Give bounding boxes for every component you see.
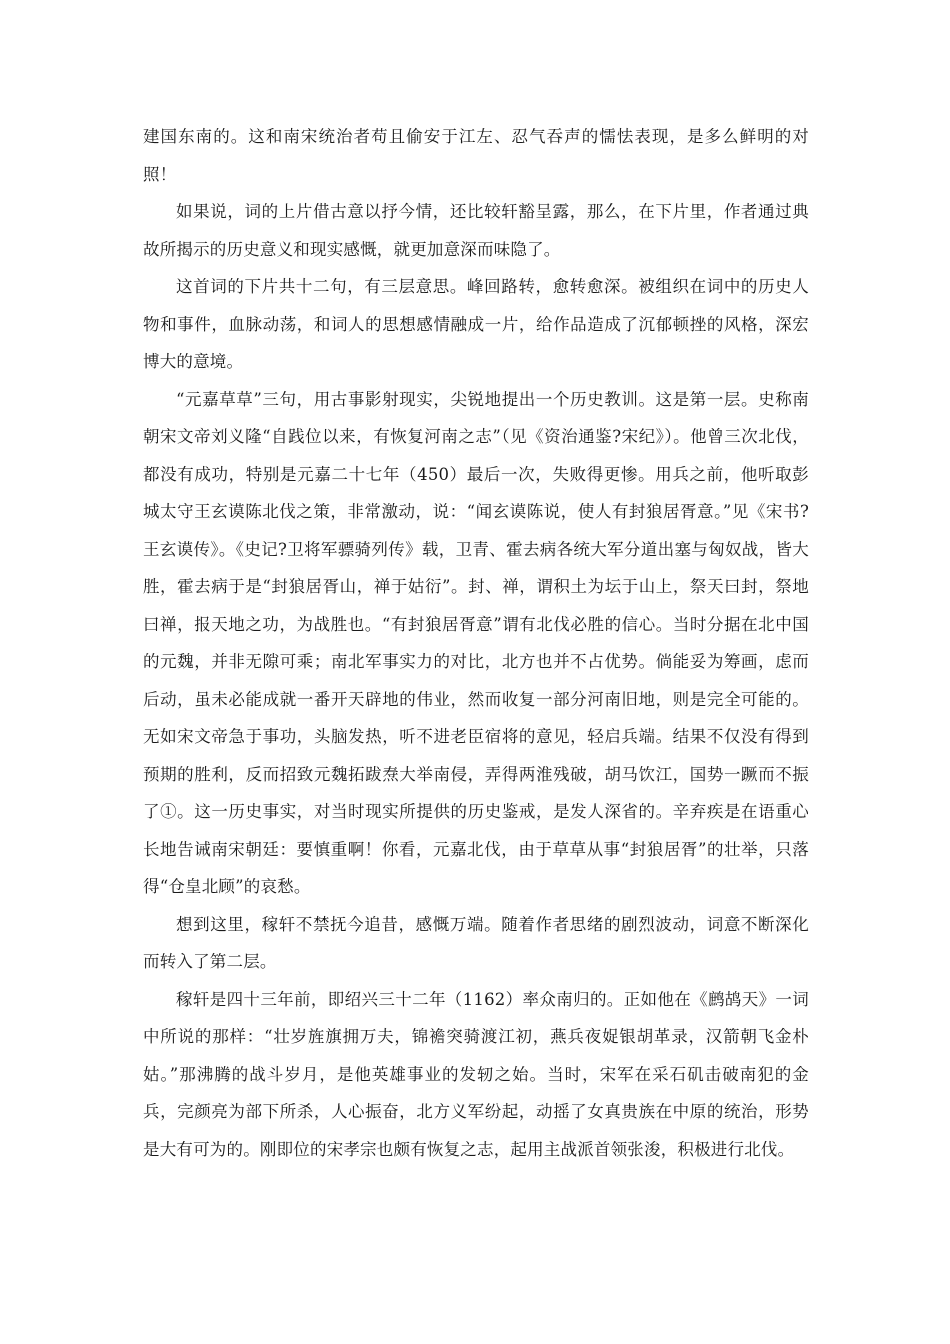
paragraph: 这首词的下片共十二句，有三层意思。峰回路转，愈转愈深。被组织在词中的历史人物和事件，血脉动荡，和词人的思想感情融成一片，给作品造成了沉郁顿挫的风格，深宏博大的意境。 (143, 277, 809, 371)
paragraph: 如果说，词的上片借古意以抒今情，还比较轩豁呈露，那么，在下片里，作者通过典故所揭示的历史意义和现实感慨，就更加意深而味隐了。 (143, 202, 809, 259)
paragraph: “元嘉草草”三句，用古事影射现实，尖锐地提出一个历史教训。这是第一层。史称南朝宋文帝刘义隆“自践位以来，有恢复河南之志”（见《资治通鉴?宋纪》）。他曾三次北伐，都没有成功，特别是元嘉二十七年（450）最后一次，失败得更惨。用兵之前，他听取彭城太守王玄谟陈北伐之策，非常激动，说：“闻玄谟陈说，使人有封狼居胥意。”见《宋书?王玄谟传》。《史记?卫将军骠骑列传》载，卫青、霍去病各统大军分道出塞与匈奴战，皆大胜，霍去病于是“封狼居胥山，禅于姑衍”。封、禅，谓积土为坛于山上，祭天曰封，祭地曰禅，报天地之功，为战胜也。“有封狼居胥意”谓有北伐必胜的信心。当时分据在北中国的元魏，并非无隙可乘；南北军事实力的对比，北方也并不占优势。倘能妥为筹画，虑而后动，虽未必能成就一番开天辟地的伟业，然而收复一部分河南旧地，则是完全可能的。无如宋文帝急于事功，头脑发热，听不进老臣宿将的意见，轻启兵端。结果不仅没有得到预期的胜利，反而招致元魏拓跋焘大举南侵，弄得两淮残破，胡马饮江，国势一蹶而不振了①。这一历史事实，对当时现实所提供的历史鉴戒，是发人深省的。辛弃疾是在语重心长地告诫南宋朝廷：要慎重啊！你看，元嘉北伐，由于草草从事“封狼居胥”的壮举，只落得“仓皇北顾”的哀愁。 (143, 389, 809, 896)
document-body (143, 118, 809, 1168)
paragraph: 想到这里，稼轩不禁抚今追昔，感慨万端。随着作者思绪的剧烈波动，词意不断深化而转入了第二层。 (143, 914, 809, 971)
paragraph: 稼轩是四十三年前，即绍兴三十二年（1162）率众南归的。正如他在《鹧鸪天》一词中所说的那样：“壮岁旌旗拥万夫，锦襜突骑渡江初，燕兵夜娖银胡革录，汉箭朝飞金朴姑。”那沸腾的战斗岁月，是他英雄事业的发轫之始。当时，宋军在采石矶击破南犯的金兵，完颜亮为部下所杀，人心振奋，北方义军纷起，动摇了女真贵族在中原的统治，形势是大有可为的。刚即位的宋孝宗也颇有恢复之志，起用主战派首领张浚，积极进行北伐。 (143, 989, 809, 1159)
paragraph: 建国东南的。这和南宋统治者苟且偷安于江左、忍气吞声的懦怯表现，是多么鲜明的对照！ (143, 127, 809, 184)
